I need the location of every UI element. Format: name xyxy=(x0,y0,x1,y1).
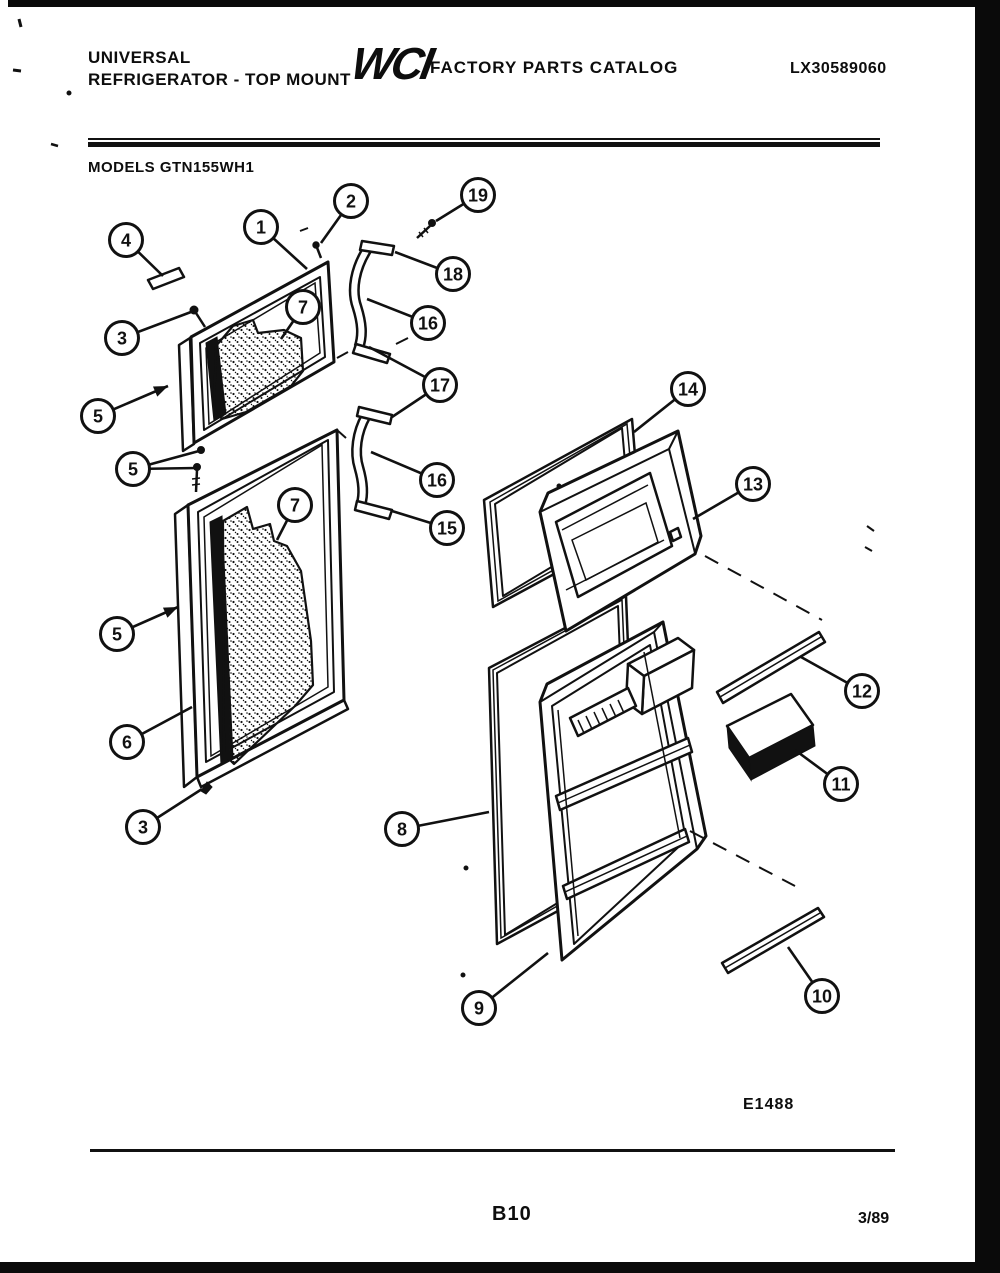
callout-13 xyxy=(737,468,770,501)
svg-text:6: 6 xyxy=(121,732,133,753)
handle-end-cap xyxy=(727,694,815,780)
leader-arrowhead-5 xyxy=(163,607,178,618)
callout-2 xyxy=(335,185,368,218)
callout-15 xyxy=(431,512,464,545)
callout-16 xyxy=(412,307,445,340)
top-trim-strip xyxy=(717,632,825,703)
svg-text:4: 4 xyxy=(120,230,132,251)
callout-3 xyxy=(106,322,139,355)
brand-line-2: REFRIGERATOR - TOP MOUNT xyxy=(88,70,351,89)
callout-1 xyxy=(245,211,278,244)
svg-text:13: 13 xyxy=(742,474,764,495)
callout-3 xyxy=(127,811,160,844)
callout-19 xyxy=(462,179,495,212)
svg-text:17: 17 xyxy=(429,375,451,396)
callout-16 xyxy=(421,464,454,497)
wci-logo: WCI xyxy=(347,38,436,89)
callout-10 xyxy=(806,980,839,1013)
svg-text:19: 19 xyxy=(467,185,489,206)
brand-line-1: UNIVERSAL xyxy=(88,48,191,67)
callout-18 xyxy=(437,258,470,291)
callout-5 xyxy=(82,400,115,433)
callout-11 xyxy=(825,768,858,801)
svg-text:5: 5 xyxy=(111,624,123,645)
svg-text:14: 14 xyxy=(677,379,699,400)
callout-9 xyxy=(463,992,496,1025)
svg-text:16: 16 xyxy=(417,313,439,334)
svg-text:2: 2 xyxy=(345,191,357,212)
catalog-number: LX30589060 xyxy=(790,60,887,77)
svg-text:1: 1 xyxy=(255,217,267,238)
svg-text:5: 5 xyxy=(92,406,104,427)
figure-code: E1488 xyxy=(743,1096,795,1113)
leader-arrowhead-5 xyxy=(153,386,168,397)
svg-text:7: 7 xyxy=(289,495,301,516)
catalog-title: FACTORY PARTS CATALOG xyxy=(430,58,679,77)
fresh-food-door-outer-panel xyxy=(175,430,348,787)
callout-6 xyxy=(111,726,144,759)
svg-text:18: 18 xyxy=(442,264,464,285)
callout-5 xyxy=(101,618,134,651)
hinge-shim-part4 xyxy=(148,268,184,289)
screw-part3-top xyxy=(190,306,205,327)
screw-part19 xyxy=(417,220,436,239)
screw-part2 xyxy=(300,228,321,258)
page-number: B10 xyxy=(492,1203,532,1225)
revision-date: 3/89 xyxy=(858,1210,890,1227)
svg-text:7: 7 xyxy=(297,297,309,318)
svg-text:8: 8 xyxy=(396,819,408,840)
freezer-door-outer-panel xyxy=(179,262,348,451)
bottom-trim-strip xyxy=(722,908,824,973)
svg-text:10: 10 xyxy=(811,986,833,1007)
callout-4 xyxy=(110,224,143,257)
models-line: MODELS GTN155WH1 xyxy=(88,159,255,176)
svg-text:3: 3 xyxy=(137,817,149,838)
callout-12 xyxy=(846,675,879,708)
callout-5 xyxy=(117,453,150,486)
callout-17 xyxy=(424,369,457,402)
svg-text:9: 9 xyxy=(473,998,485,1019)
callout-14 xyxy=(672,373,705,406)
svg-text:15: 15 xyxy=(436,518,458,539)
svg-text:16: 16 xyxy=(426,470,448,491)
callout-8 xyxy=(386,813,419,846)
fresh-food-door-handle xyxy=(355,407,392,519)
callout-7 xyxy=(287,291,320,324)
svg-text:12: 12 xyxy=(851,681,873,702)
callout-7 xyxy=(279,489,312,522)
svg-text:3: 3 xyxy=(116,328,128,349)
svg-text:11: 11 xyxy=(831,774,851,795)
footer-rule xyxy=(90,1149,895,1152)
svg-text:5: 5 xyxy=(127,459,139,480)
